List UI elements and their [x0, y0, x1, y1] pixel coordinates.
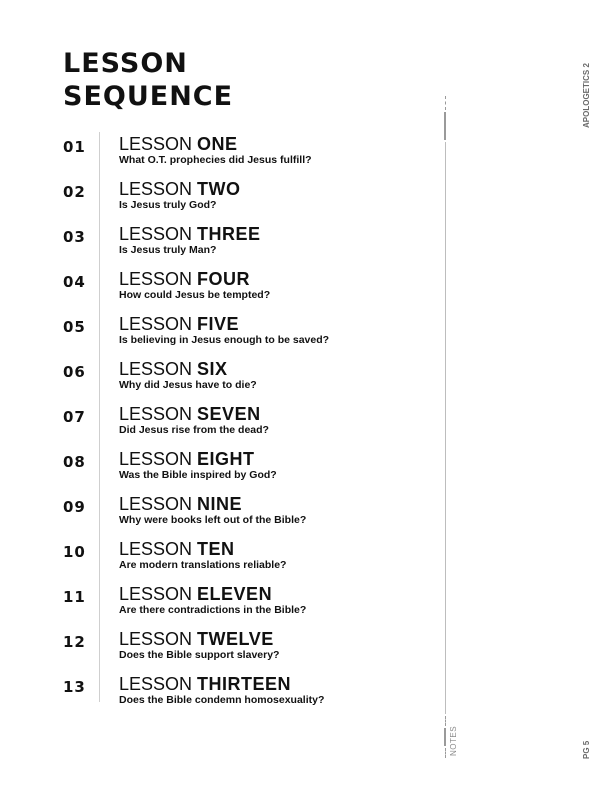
lesson-number: 10	[63, 543, 86, 561]
lesson-number: 11	[63, 588, 86, 606]
lesson-heading	[119, 494, 242, 514]
lesson-item	[0, 269, 430, 309]
lesson-heading	[119, 224, 261, 244]
series-label	[582, 48, 596, 130]
lesson-name: EIGHT	[197, 449, 255, 469]
lesson-number: 13	[63, 678, 86, 696]
lesson-item	[0, 224, 430, 264]
lesson-name: SIX	[197, 359, 228, 379]
lesson-item	[0, 179, 430, 219]
lesson-item	[0, 449, 430, 489]
lesson-item	[0, 404, 430, 444]
lesson-word: LESSON	[119, 269, 193, 289]
lesson-heading	[119, 539, 235, 559]
lesson-name: TEN	[197, 539, 235, 559]
lesson-item	[0, 494, 430, 534]
lesson-word: LESSON	[119, 179, 193, 199]
page-title	[63, 47, 233, 113]
lesson-question: Is Jesus truly God?	[119, 199, 217, 211]
notes-guide-solid-bottom	[444, 728, 446, 746]
lesson-number: 01	[63, 138, 86, 156]
lesson-heading	[119, 629, 274, 649]
lesson-item	[0, 359, 430, 399]
lesson-word: LESSON	[119, 314, 193, 334]
lesson-question: How could Jesus be tempted?	[119, 289, 271, 301]
lesson-question: Is Jesus truly Man?	[119, 244, 217, 256]
lesson-word: LESSON	[119, 134, 193, 154]
lesson-name: ELEVEN	[197, 584, 273, 604]
lesson-heading	[119, 134, 238, 154]
lesson-word: LESSON	[119, 404, 193, 424]
lesson-word: LESSON	[119, 359, 193, 379]
lesson-item	[0, 134, 430, 174]
lesson-name: THREE	[197, 224, 261, 244]
lesson-question: What O.T. prophecies did Jesus fulfill?	[119, 154, 312, 166]
lesson-name: NINE	[197, 494, 243, 514]
lesson-question: Does the Bible support slavery?	[119, 649, 280, 661]
lesson-word: LESSON	[119, 674, 193, 694]
lesson-heading	[119, 674, 291, 694]
lesson-heading	[119, 359, 228, 379]
series-label-text: APOLOGETICS 2	[582, 63, 591, 128]
lesson-question: Are there contradictions in the Bible?	[119, 604, 307, 616]
lesson-number: 08	[63, 453, 86, 471]
lesson-heading	[119, 179, 241, 199]
lesson-question: Are modern translations reliable?	[119, 559, 287, 571]
lesson-number: 03	[63, 228, 86, 246]
lesson-word: LESSON	[119, 584, 193, 604]
lesson-question: Does the Bible condemn homosexuality?	[119, 694, 325, 706]
notes-guide-solid-top	[444, 112, 446, 140]
lesson-question: Why were books left out of the Bible?	[119, 514, 307, 526]
page-title-line-1: LESSON	[63, 48, 188, 79]
lesson-heading	[119, 404, 261, 424]
lesson-name: ONE	[197, 134, 238, 154]
lesson-number: 02	[63, 183, 86, 201]
lesson-name: TWELVE	[197, 629, 274, 649]
lesson-name: SEVEN	[197, 404, 261, 424]
lesson-name: FIVE	[197, 314, 240, 334]
notes-label-text: NOTES	[449, 725, 458, 756]
lesson-question: Why did Jesus have to die?	[119, 379, 257, 391]
lesson-question: Is believing in Jesus enough to be saved?	[119, 334, 330, 346]
lesson-number: 12	[63, 633, 86, 651]
lesson-item	[0, 629, 430, 669]
lesson-number: 05	[63, 318, 86, 336]
lesson-name: TWO	[197, 179, 241, 199]
lesson-word: LESSON	[119, 629, 193, 649]
lesson-item	[0, 584, 430, 624]
lesson-item	[0, 674, 430, 714]
lesson-word: LESSON	[119, 449, 193, 469]
lesson-question: Did Jesus rise from the dead?	[119, 424, 269, 436]
lesson-name: THIRTEEN	[197, 674, 292, 694]
lesson-heading	[119, 314, 239, 334]
lesson-number: 06	[63, 363, 86, 381]
page-title-line-2: SEQUENCE	[63, 81, 234, 112]
lesson-number: 07	[63, 408, 86, 426]
lesson-item	[0, 539, 430, 579]
page-number	[582, 733, 596, 763]
lesson-word: LESSON	[119, 224, 193, 244]
notes-label	[449, 722, 461, 762]
notes-guide-dashed-end	[445, 748, 446, 758]
lesson-number: 04	[63, 273, 86, 291]
page-number-text: PG 5	[582, 740, 591, 759]
lesson-word: LESSON	[119, 494, 193, 514]
lesson-heading	[119, 269, 250, 289]
notes-guide-dashed-bottom	[445, 716, 446, 726]
notes-guide-line	[445, 142, 446, 714]
lesson-name: FOUR	[197, 269, 251, 289]
lesson-item	[0, 314, 430, 354]
lesson-word: LESSON	[119, 539, 193, 559]
notes-guide-dashed-top	[445, 96, 446, 110]
lesson-heading	[119, 584, 272, 604]
lesson-question: Was the Bible inspired by God?	[119, 469, 277, 481]
lesson-heading	[119, 449, 255, 469]
lesson-number: 09	[63, 498, 86, 516]
